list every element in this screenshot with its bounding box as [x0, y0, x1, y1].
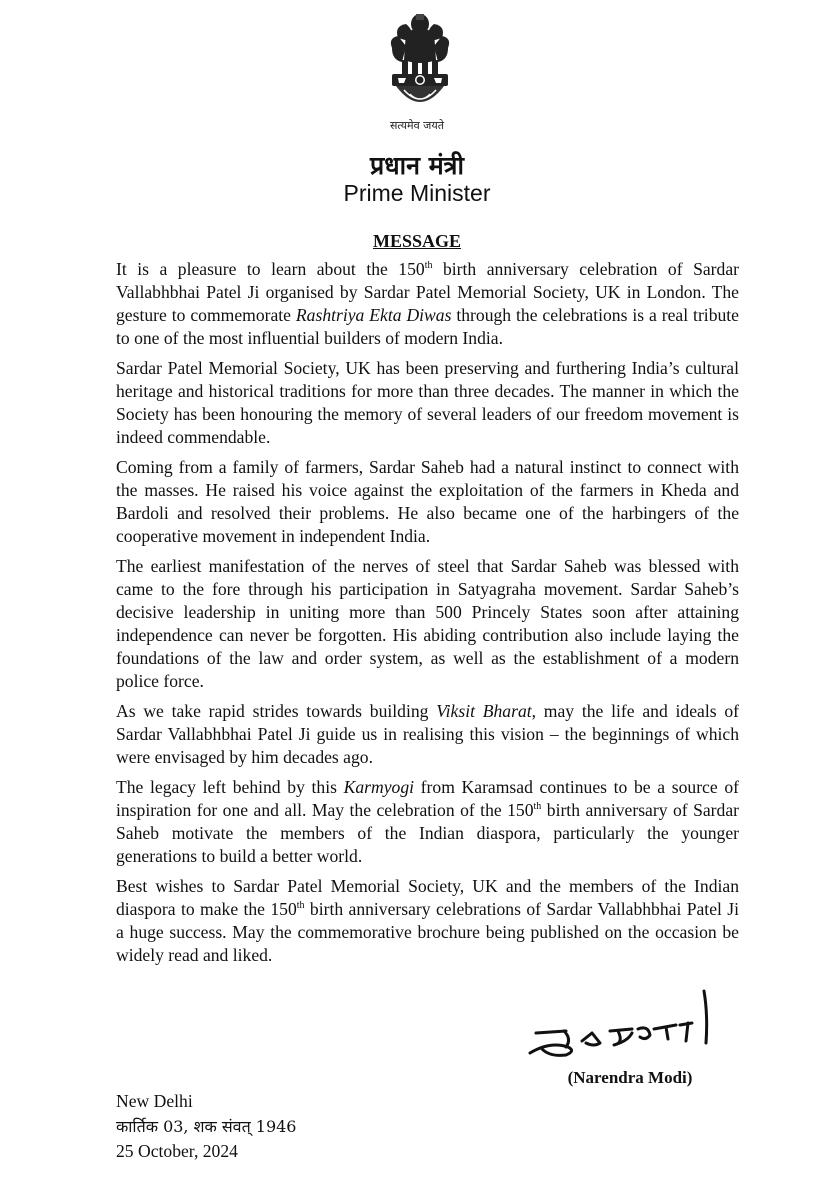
lion-capital-icon — [370, 8, 470, 123]
paragraph-1-italic: Rashtriya Ekta Diwas — [295, 305, 452, 325]
paragraph-5 — [116, 700, 739, 769]
paragraph-7 — [116, 875, 739, 967]
paragraph-1 — [116, 258, 739, 350]
paragraph-5-italic: Viksit Bharat — [436, 701, 532, 721]
paragraph-7-text-b: birth anniversary celebrations of Sardar Vallabhbhai Patel Ji a huge success. May the commemorative brochure being published on the occasion be widely read and liked. — [116, 899, 739, 965]
paragraph-1-text-b: birth anniversary celebration of Sardar Vallabhbhai Patel Ji organised by Sardar Patel Memorial Society, UK in London. The gesture to commemorate — [116, 259, 739, 325]
paragraph-3: Coming from a family of farmers, Sardar Saheb had a natural instinct to connect with the masses. He raised his voice against the exploitation of the farmers in Kheda and Bardoli and resolved their problems. He also became one of the harbingers of the cooperative movement in independent India. — [116, 457, 739, 546]
ordinal-suffix: th — [296, 900, 305, 912]
paragraph-6-text-b: from Karamsad continues to be a source of inspiration for one and all. May the celebration of the 150 — [116, 777, 740, 820]
state-emblem — [370, 8, 470, 128]
handwritten-signature — [520, 985, 720, 1065]
office-title-english: Prime Minister — [343, 180, 491, 206]
date-english: 25 October, 2024 — [116, 1141, 238, 1161]
paragraph-6-italic: Karmyogi — [343, 777, 415, 797]
emblem-motto: सत्यमेव जयते — [389, 119, 444, 132]
paragraph-6-text-a: The legacy left behind by this — [116, 777, 344, 797]
ordinal-suffix: th — [424, 260, 433, 272]
paragraph-2: Sardar Patel Memorial Society, UK has been preserving and furthering India’s cultural heritage and historical traditions for more than three decades. The manner in which the Society has been honouring the memory of several leaders of our freedom movement is indeed commendable. — [116, 358, 739, 447]
place: New Delhi — [116, 1091, 193, 1111]
date-hindi: कार्तिक 03, शक संवत् 1946 — [116, 1117, 297, 1136]
paragraph-1-text-c: through the celebrations is a real tribute to one of the most influential builders of modern India. — [116, 305, 739, 348]
paragraph-5-text-a: As we take rapid strides towards building — [116, 701, 437, 721]
paragraph-5-text-b: , may the life and ideals of Sardar Vallabhbhai Patel Ji guide us in realising this vision – the beginnings of which were envisaged by him decades ago. — [116, 701, 739, 767]
ordinal-suffix: th — [533, 801, 542, 813]
paragraph-6 — [116, 776, 739, 868]
paragraph-7-text-a: Best wishes to Sardar Patel Memorial Society, UK and the members of the Indian diaspora to make the 150 — [116, 876, 739, 919]
signature-icon — [520, 985, 720, 1065]
office-title-hindi: प्रधान मंत्री — [370, 151, 464, 180]
signer-name: (Narendra Modi) — [567, 1068, 693, 1087]
paragraph-4: The earliest manifestation of the nerves of steel that Sardar Saheb was blessed with came to the fore through his participation in Satyagraha movement. Sardar Saheb’s decisive leadership in uniting more than 500 Princely States soon after attaining independence can never be forgotten. His abiding contribution also include laying the foundations of the law and order system, as well as the establishment of a modern police force. — [116, 556, 739, 691]
paragraph-6-text-c: birth anniversary of Sardar Saheb motivate the members of the Indian diaspora, particularly the younger generations to build a better world. — [116, 800, 739, 866]
message-heading: MESSAGE — [372, 231, 462, 251]
message-body — [116, 258, 739, 974]
paragraph-1-text-a: It is a pleasure to learn about the 150 — [116, 259, 425, 279]
place-and-date — [116, 1089, 297, 1164]
